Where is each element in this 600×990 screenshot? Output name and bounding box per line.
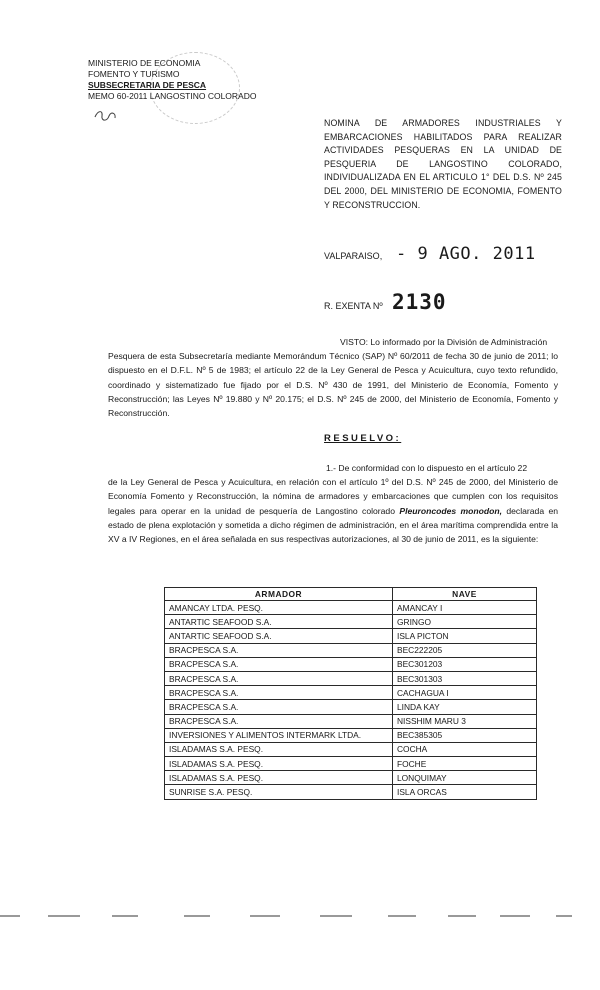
column-header-armador: ARMADOR — [165, 588, 393, 601]
table-row — [165, 629, 537, 643]
visto-body: Pesquera de esta Subsecretaría mediante Memorándum Técnico (SAP) Nº 60/2011 de fecha 30 de junio de 2011; lo dispuesto en el D.F.L. Nº 5 de 1983; el artículo 22 de la Ley General de Pesca y Acuicultura, cuyo texto refundido, coordinado y sistematizado fue fijado por el D.S. Nº 430 de 1991, del Ministerio de Economía, Fomento y Reconstrucción; las Leyes Nº 19.880 y Nº 20.175; el D.S. Nº 245 de 2000, del Ministerio de Economía, Fomento y Reconstrucción. — [108, 351, 558, 419]
nave-cell: LINDA KAY — [393, 700, 537, 714]
handwritten-initials — [93, 108, 119, 124]
armador-cell: ANTARTIC SEAFOOD S.A. — [165, 615, 393, 629]
table-row — [165, 601, 537, 615]
table-row — [165, 700, 537, 714]
nave-cell: COCHA — [393, 742, 537, 756]
nave-cell: CACHAGUA I — [393, 686, 537, 700]
table-row — [165, 742, 537, 756]
paragraph-1-body-a: de la Ley General de Pesca y Acuicultura, en relación con el artículo 1º del D.S. Nº 245 de 2000, del Ministerio de Economía Fomento y Reconstrucción, la nómina de armadores y embarcaciones que cumplen con los requisitos legales para operar en la unidad de pesquería de Langostino colorado — [108, 477, 558, 516]
table-body — [165, 601, 537, 800]
table-row — [165, 615, 537, 629]
letterhead-ministry-sub: FOMENTO Y TURISMO — [88, 69, 180, 79]
nave-cell: ISLA PICTON — [393, 629, 537, 643]
table-row — [165, 714, 537, 728]
armador-cell: BRACPESCA S.A. — [165, 643, 393, 657]
armador-cell: SUNRISE S.A. PESQ. — [165, 785, 393, 799]
armador-cell: BRACPESCA S.A. — [165, 686, 393, 700]
table-row — [165, 757, 537, 771]
nave-cell: GRINGO — [393, 615, 537, 629]
nave-cell: FOCHE — [393, 757, 537, 771]
letterhead-ministry: MINISTERIO DE ECONOMIA — [88, 58, 201, 68]
vessel-table — [164, 587, 537, 800]
resolution-paragraph-1 — [108, 461, 558, 546]
table-row — [165, 686, 537, 700]
issue-date-stamp: - 9 AGO. 2011 — [396, 244, 536, 264]
column-header-nave: NAVE — [393, 588, 537, 601]
nave-cell: AMANCAY I — [393, 601, 537, 615]
scan-edge-marks — [0, 911, 600, 921]
visto-paragraph — [108, 335, 558, 420]
armador-cell: BRACPESCA S.A. — [165, 657, 393, 671]
table-row — [165, 771, 537, 785]
letterhead — [88, 58, 256, 102]
nave-cell: NISSHIM MARU 3 — [393, 714, 537, 728]
table-header-row — [165, 588, 537, 601]
letterhead-subsecretaria: SUBSECRETARIA DE PESCA — [88, 80, 207, 90]
nave-cell: BEC301203 — [393, 657, 537, 671]
table-row — [165, 728, 537, 742]
table-row — [165, 657, 537, 671]
nave-cell: ISLA ORCAS — [393, 785, 537, 799]
armador-cell: BRACPESCA S.A. — [165, 671, 393, 685]
visto-lead: VISTO: Lo informado por la División de Administración — [340, 337, 548, 347]
armador-cell: ISLADAMAS S.A. PESQ. — [165, 771, 393, 785]
nave-cell: BEC222205 — [393, 643, 537, 657]
exenta-label: R. EXENTA Nº — [324, 301, 383, 311]
armador-cell: ISLADAMAS S.A. PESQ. — [165, 757, 393, 771]
nave-cell: LONQUIMAY — [393, 771, 537, 785]
table-row — [165, 785, 537, 799]
armador-cell: BRACPESCA S.A. — [165, 714, 393, 728]
table-row — [165, 671, 537, 685]
armador-cell: AMANCAY LTDA. PESQ. — [165, 601, 393, 615]
resuelvo-heading: RESUELVO: — [324, 433, 402, 444]
armador-cell: ISLADAMAS S.A. PESQ. — [165, 742, 393, 756]
nave-cell: BEC385305 — [393, 728, 537, 742]
nave-cell: BEC301303 — [393, 671, 537, 685]
place-label: VALPARAISO, — [324, 251, 383, 261]
armador-cell: ANTARTIC SEAFOOD S.A. — [165, 629, 393, 643]
letterhead-memo: MEMO 60-2011 LANGOSTINO COLORADO — [88, 91, 257, 101]
paragraph-1-body-b: declarada en estado de plena explotación y sometida a dicho régimen de administración, en el área marítima comprendida entre la XV a IV Regiones, en el área señalada en sus respectivas autorizaciones, al 30 de junio de 2011, es la siguiente: — [108, 505, 559, 545]
table-row — [165, 643, 537, 657]
exenta-number-stamp: 2130 — [392, 290, 447, 314]
armador-cell: INVERSIONES Y ALIMENTOS INTERMARK LTDA. — [165, 728, 393, 742]
subject-heading: NOMINA DE ARMADORES INDUSTRIALES Y EMBARCACIONES HABILITADOS PARA REALIZAR ACTIVIDADES PESQUERAS EN LA UNIDAD DE PESQUERIA DE LANGOSTINO COLORADO, INDIVIDUALIZADA EN EL ARTICULO 1° DEL D.S. Nº 245 DEL 2000, DEL MINISTERIO DE ECONOMIA, FOMENTO Y RECONSTRUCCION. — [324, 118, 562, 210]
armador-cell: BRACPESCA S.A. — [165, 700, 393, 714]
species-name: Pleuroncodes monodon, — [399, 505, 503, 516]
paragraph-1-lead: 1.- De conformidad con lo dispuesto en el artículo 22 — [326, 463, 528, 473]
